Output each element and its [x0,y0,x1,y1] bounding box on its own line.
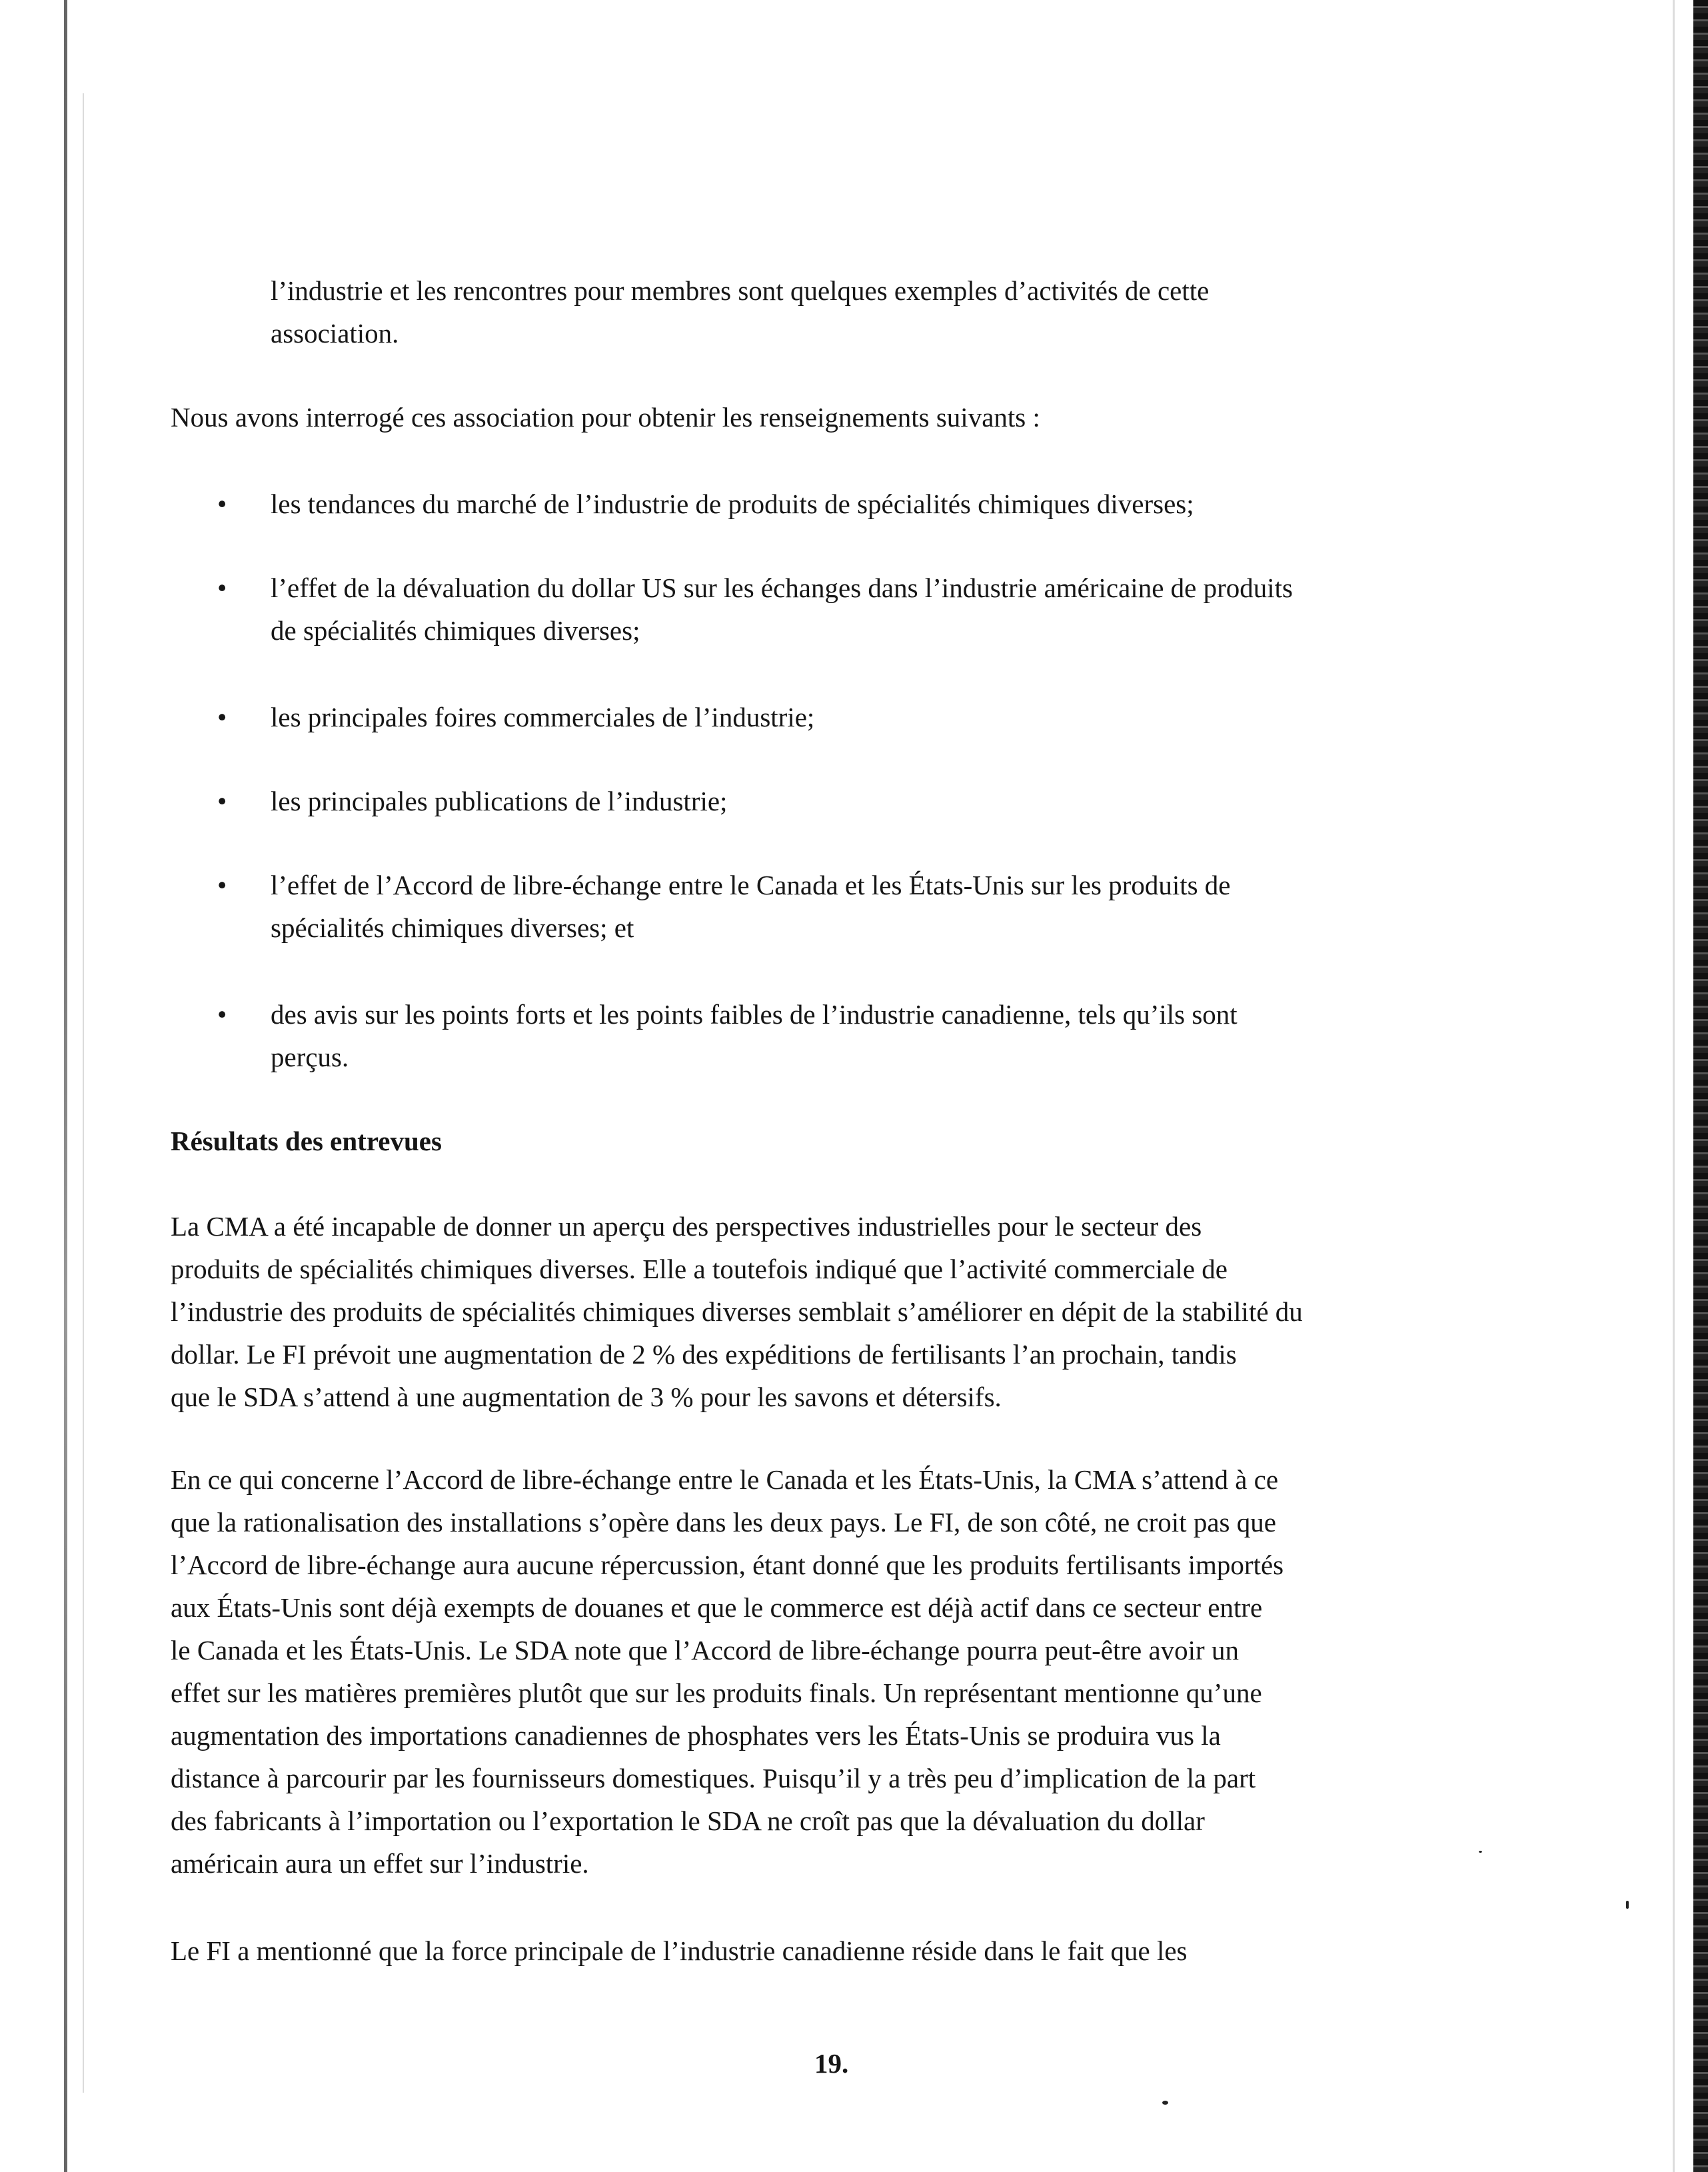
paragraph-line: En ce qui concerne l’Accord de libre-échange entre le Canada et les États-Unis, la CMA s’attend à ce [171,1464,1279,1495]
paragraph-line: américain aura un effet sur l’industrie. [171,1848,589,1879]
paragraph-line: l’Accord de libre-échange aura aucune répercussion, étant donné que les produits fertilisants importés [171,1550,1284,1580]
paragraph-line: que le SDA s’attend à une augmentation de 3 % pour les savons et détersifs. [171,1382,1002,1412]
list-item-line: l’effet de l’Accord de libre-échange entre le Canada et les États-Unis sur les produits de [271,870,1231,900]
scan-speck [1626,1901,1629,1909]
paragraph-line: Le FI a mentionné que la force principale de l’industrie canadienne réside dans le fait que les [171,1935,1188,1966]
paragraph-line: effet sur les matières premières plutôt que sur les produits finals. Un représentant mentionne qu’une [171,1677,1262,1708]
list-item-line: les principales foires commerciales de l’industrie; [271,702,815,732]
scan-edge-left-inner [83,93,84,2093]
section-heading: Résultats des entrevues [171,1126,442,1156]
paragraph-line: augmentation des importations canadiennes de phosphates vers les États-Unis se produira vus la [171,1720,1221,1751]
bullet-marker: • [217,572,227,603]
paragraph-line: des fabricants à l’importation ou l’exportation le SDA ne croît pas que la dévaluation du dollar [171,1805,1205,1836]
paragraph-line: le Canada et les États-Unis. Le SDA note que l’Accord de libre-échange pourra peut-être avoir un [171,1635,1239,1665]
paragraph-line: produits de spécialités chimiques diverses. Elle a toutefois indiqué que l’activité commerciale de [171,1254,1228,1284]
intro-paragraph: Nous avons interrogé ces association pour obtenir les renseignements suivants : [171,402,1040,433]
scan-speck [1162,2101,1168,2105]
list-item-line: des avis sur les points forts et les points faibles de l’industrie canadienne, tels qu’ils sont [271,999,1238,1030]
paragraph-line: que la rationalisation des installations s’opère dans les deux pays. Le FI, de son côté, ne croit pas que [171,1507,1276,1538]
scan-edge-right [1693,0,1708,2172]
paragraph-line: distance à parcourir par les fournisseurs domestiques. Puisqu’il y a très peu d’implication de la part [171,1763,1256,1793]
bullet-marker: • [217,786,227,816]
list-item-line: les principales publications de l’industrie; [271,786,728,816]
bullet-marker: • [217,489,227,519]
paragraph-line: La CMA a été incapable de donner un aperçu des perspectives industrielles pour le secteur des [171,1211,1202,1242]
page-number: 19. [814,2048,849,2079]
list-item-line: de spécialités chimiques diverses; [271,615,640,646]
continuation-line: association. [271,318,399,349]
list-item-line: spécialités chimiques diverses; et [271,912,634,943]
paragraph-line: dollar. Le FI prévoit une augmentation de 2 % des expéditions de fertilisants l’an prochain, tandis [171,1339,1237,1370]
bullet-marker: • [217,702,227,732]
paragraph-line: l’industrie des produits de spécialités chimiques diverses semblait s’améliorer en dépit de la stabilité du [171,1296,1303,1327]
continuation-line: l’industrie et les rencontres pour membres sont quelques exemples d’activités de cette [271,275,1210,306]
list-item-line: les tendances du marché de l’industrie de produits de spécialités chimiques diverses; [271,489,1194,519]
list-item-line: l’effet de la dévaluation du dollar US sur les échanges dans l’industrie américaine de produits [271,572,1293,603]
bullet-marker: • [217,870,227,900]
list-item-line: perçus. [271,1042,349,1072]
scan-edge-right-inner [1673,0,1675,2172]
scan-edge-left [64,0,67,2172]
bullet-marker: • [217,999,227,1030]
paragraph-line: aux États-Unis sont déjà exempts de douanes et que le commerce est déjà actif dans ce secteur entre [171,1592,1263,1623]
